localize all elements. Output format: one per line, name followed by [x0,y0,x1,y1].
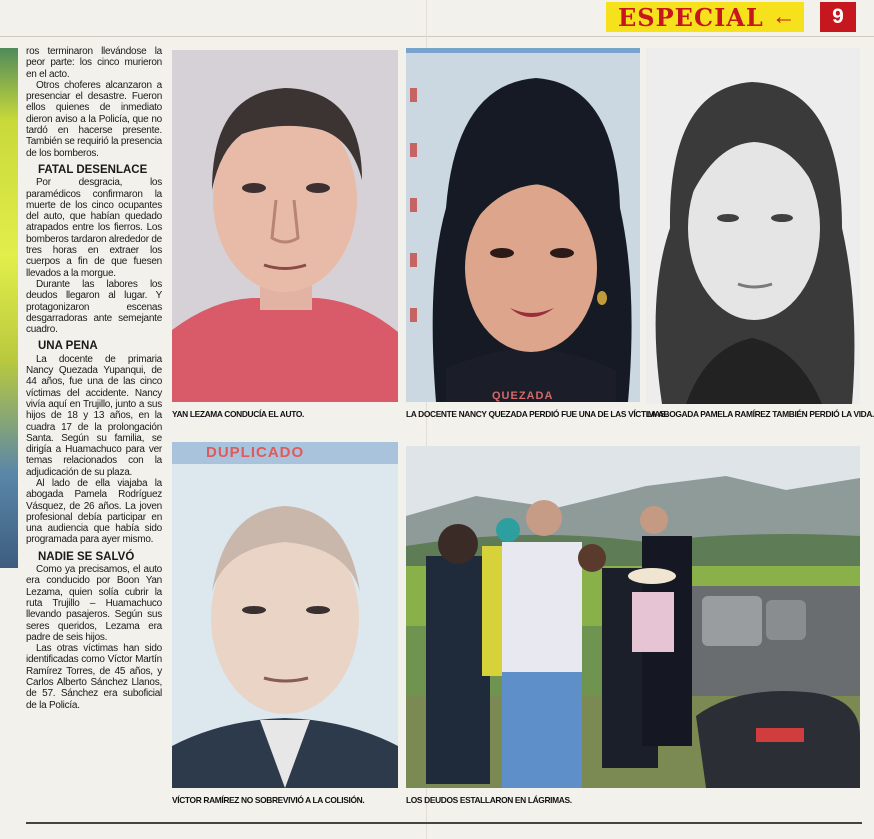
article-paragraph: Las otras víctimas han sido identificadas como Víctor Martín Ramírez Torres, de 45 años, y Carlos Alberto Sánchez Llanos, de 57. Sánchez era suboficial de la Policía. [26,643,162,711]
article-paragraph: La docente de primaria Nancy Quezada Yupanqui, de 44 años, fue una de las cinco víctimas del accidente. Nancy vivía aquí en Trujillo, junto a sus hijos de 18 y 13 años, en la cuadra 17 de la prolongación Santa. Según su familia, se dirigía a Huamachuco para ver temas relacionados con la adjudicación de su plaza. [26,353,162,478]
subheading-una-pena: UNA PENA [38,340,98,353]
article-paragraph: Otros choferes alcanzaron a presenciar el desastre. Fueron ellos quienes de inmediato dieron aviso a la Policía, que no tardó en hacerse presente. También se requirió la presencia de los bomberos. [26,79,162,159]
photo-pamela [646,48,860,404]
arrow-left-icon: ← [771,3,796,30]
photo-victor-ramirez [172,442,398,788]
photo-stamp-text: QUEZADA [492,390,554,402]
caption-driver: YAN LEZAMA CONDUCÍA EL AUTO. [172,409,304,419]
article-paragraph: Al lado de ella viajaba la abogada Pamela Rodríguez Vásquez, de 26 años. La joven profesional debía participar en una audiencia que había sido programada para ayer mismo. [26,477,162,546]
caption-pamela: LA ABOGADA PAMELA RAMÍREZ TAMBIÉN PERDIÓ LA VIDA. [646,409,874,419]
photo-stamp-text: DUPLICADO [206,444,305,461]
article-paragraph: Como ya precisamos, el auto era conducido por Boon Yan Lezama, quien solía cubrir la ruta Trujillo – Huamachuco llevando pasajeros. Según sus seres queridos, Lezama era padre de seis hijos. [26,564,162,643]
subheading-fatal-desenlace: FATAL DESENLACE [38,163,148,176]
photo-crash-scene [406,446,860,788]
section-title: ESPECIAL [618,2,764,32]
photo-driver [172,50,398,402]
article-paragraph: Durante las labores los deudos llegaron al lugar. Y protagonizaron escenas desgarradoras ante semejante cuadro. [26,278,162,336]
caption-nancy-quezada: LA DOCENTE NANCY QUEZADA PERDIÓ FUE UNA DE LAS VÍCTIMAS. [406,409,668,419]
caption-victor-ramirez: VÍCTOR RAMÍREZ NO SOBREVIVIÓ A LA COLISIÓN. [172,795,365,805]
header-divider [0,36,874,37]
footer-divider [26,822,862,824]
cropped-rescue-photo [0,48,18,568]
section-tag [606,2,804,32]
article-paragraph: ros terminaron llevándose la peor parte: los cinco murieron en el acto. [26,46,162,80]
page-number: 9 [820,2,856,32]
article-column [26,46,162,711]
subheading-nadie-se-salvo: NADIE SE SALVÓ [38,550,135,563]
article-paragraph: Por desgracia, los paramédicos confirmaron la muerte de los cinco ocupantes del auto, que habían quedado atrapados entre los fierros. Los bomberos tardaron alrededor de tres horas en extraer los cuerpos a fin de que fuesen llevados a la morgue. [26,177,162,279]
photo-nancy-quezada [406,48,640,402]
caption-deudos: LOS DEUDOS ESTALLARON EN LÁGRIMAS. [406,795,572,805]
